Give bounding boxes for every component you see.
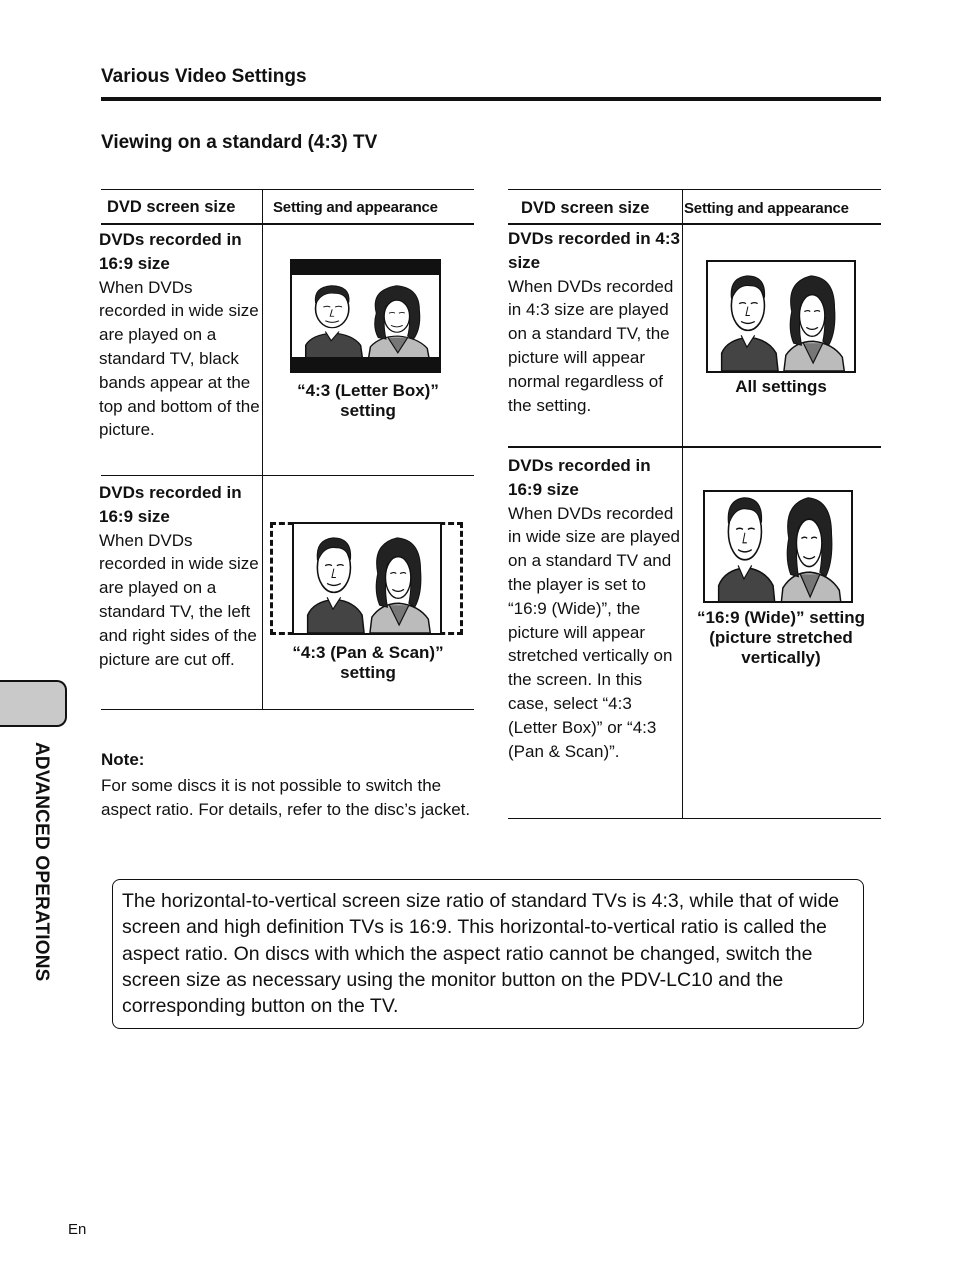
table-row-rule xyxy=(508,446,881,448)
table-bottom-rule xyxy=(508,818,881,819)
table-row xyxy=(508,454,680,763)
table-header-rule xyxy=(508,223,881,225)
note-text: For some discs it is not possible to switch the aspect ratio. For details, refer to the disc’s jacket. xyxy=(101,776,471,819)
setting-caption: “4:3 (Letter Box)” setting xyxy=(297,381,439,420)
table-row-rule xyxy=(101,475,474,476)
section-tab xyxy=(0,680,67,727)
section-side-label: ADVANCED OPERATIONS xyxy=(31,742,52,982)
row-description: When DVDs recorded in wide size are played on a standard TV, the left and right sides of the picture are cut off. xyxy=(99,530,259,669)
column-header-dvd-size: DVD screen size xyxy=(107,198,236,216)
size-label: DVDs recorded in 16:9 size xyxy=(99,230,242,273)
stretched-tv-illustration xyxy=(703,490,853,603)
table-top-rule xyxy=(508,189,881,190)
pan-scan-tv-illustration xyxy=(292,522,442,635)
table-column-rule xyxy=(682,189,683,819)
section-title: Various Video Settings xyxy=(101,66,307,87)
row-description: When DVDs recorded in wide size are played on a standard TV, black bands appear at the top and bottom of the picture. xyxy=(99,277,260,440)
letterbox-tv-illustration xyxy=(290,259,441,373)
aspect-ratio-info-box: The horizontal-to-vertical screen size ratio of standard TVs is 4:3, while that of wide screen and high definition TVs is 16:9. This horizontal-to-vertical ratio is called the aspect ratio. On discs with which the aspect ratio cannot be changed, switch the screen size as necessary using the monitor button on the PDV-LC10 and the corresponding button on the TV. xyxy=(112,879,864,1029)
size-label: DVDs recorded in 16:9 size xyxy=(508,456,651,499)
row-description: When DVDs recorded in wide size are played on a standard TV and the player is set to “16:9 (Wide)”, the picture will appear stretched vertically on the screen. In this case, select “4:3 (Letter Box)” or “4:3 (Pan & Scan)”. xyxy=(508,503,680,761)
size-label: DVDs recorded in 16:9 size xyxy=(99,483,242,526)
note-title: Note: xyxy=(101,750,145,769)
setting-caption: “4:3 (Pan & Scan)” setting xyxy=(292,643,444,682)
table-column-rule xyxy=(262,189,263,710)
table-top-rule xyxy=(101,189,474,190)
header-rule xyxy=(101,97,881,101)
table-header-rule xyxy=(101,223,474,225)
table-row xyxy=(99,228,261,442)
column-header-dvd-size: DVD screen size xyxy=(521,199,650,217)
setting-caption: “16:9 (Wide)” setting (picture stretched vertically) xyxy=(697,608,865,667)
page-language-marker: En xyxy=(68,1221,87,1238)
table-bottom-rule xyxy=(101,709,474,710)
table-row xyxy=(508,227,680,417)
column-header-setting: Setting and appearance xyxy=(684,200,849,217)
row-description: When DVDs recorded in 4:3 size are played on a standard TV, the picture will appear normal regardless of the setting. xyxy=(508,276,674,415)
page-subtitle: Viewing on a standard (4:3) TV xyxy=(101,132,378,153)
table-row xyxy=(99,481,261,671)
size-label: DVDs recorded in 4:3 size xyxy=(508,229,680,272)
normal-tv-illustration xyxy=(706,260,856,373)
setting-caption: All settings xyxy=(735,377,827,396)
column-header-setting: Setting and appearance xyxy=(273,199,438,216)
